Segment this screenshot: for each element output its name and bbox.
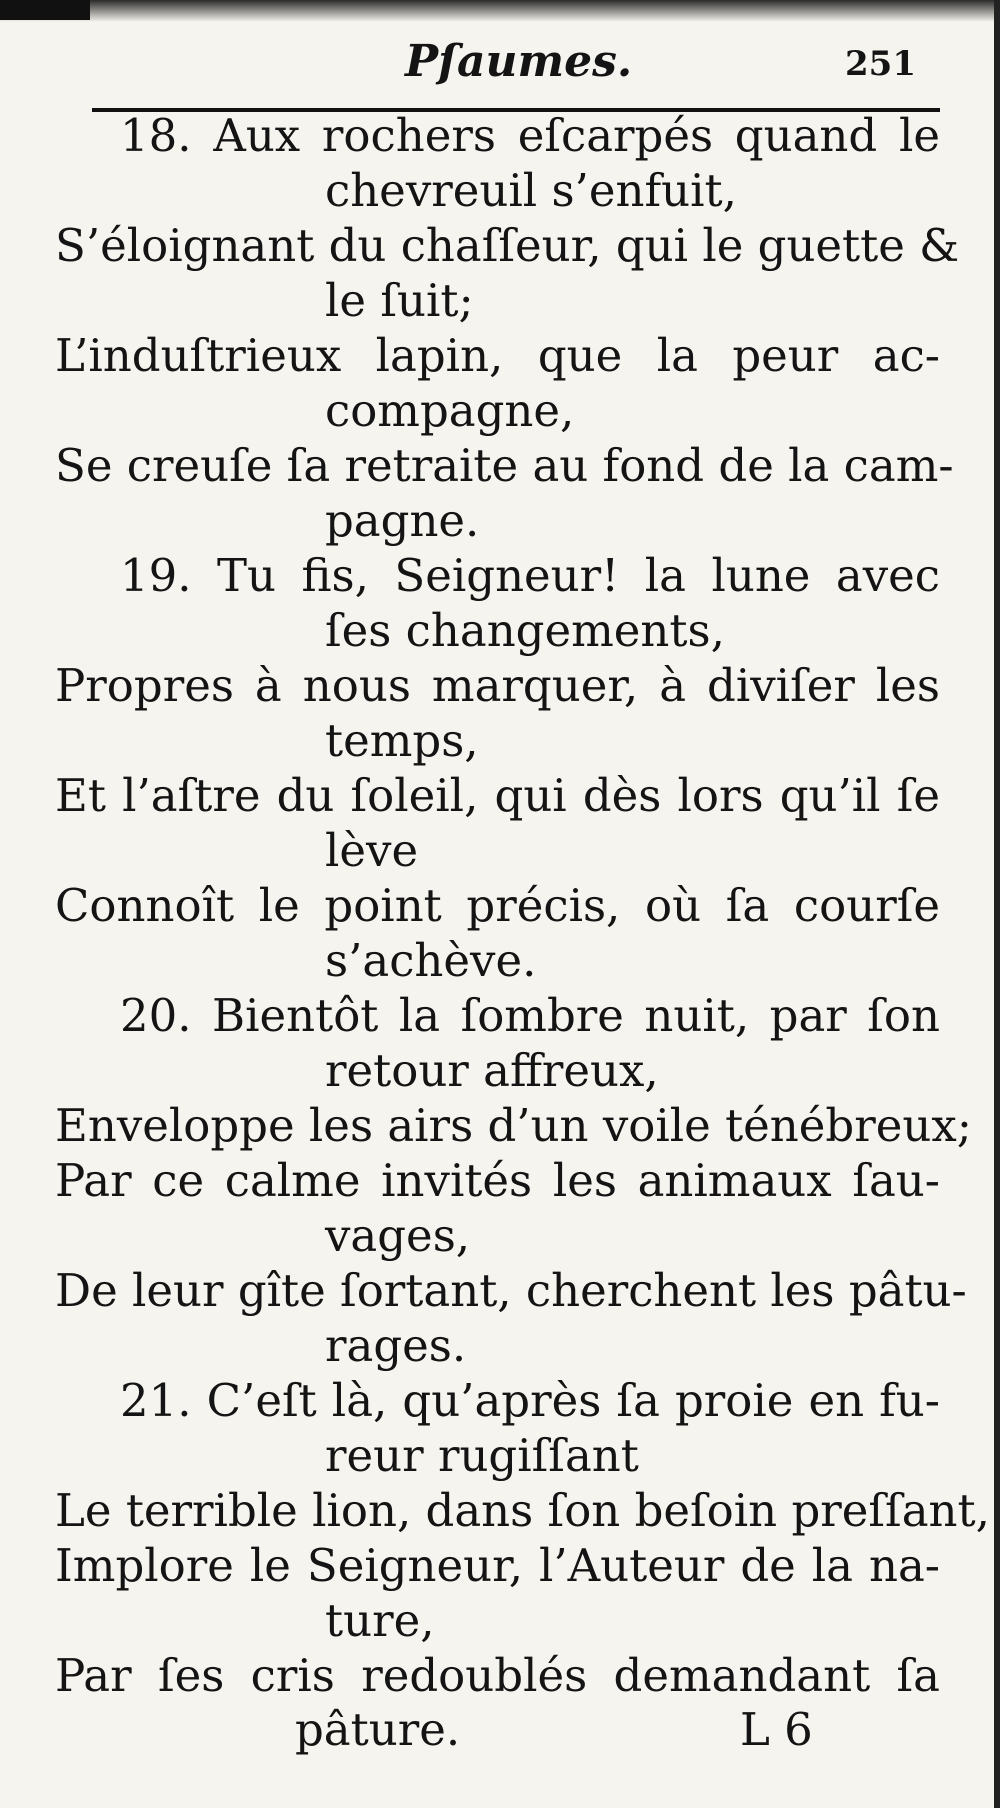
text-line: Se creuſe ſa retraite au fond de la cam- (55, 439, 954, 492)
right-page-edge (994, 0, 1000, 1808)
text-line: chevreuil s’enfuit, (325, 164, 737, 217)
text-line: 18. Aux rochers eſcarpés quand le (120, 109, 940, 162)
text-line: S’éloignant du chaſſeur, qui le guette & (55, 219, 960, 272)
text-line: De leur gîte ſortant, cherchent les pâtu- (55, 1264, 967, 1317)
text-line: Et l’aſtre du ſoleil, qui dès lors qu’il ſe (55, 769, 940, 822)
last-line-word: pâture. (295, 1703, 461, 1756)
text-line: compagne, (325, 384, 575, 437)
text-line: 19. Tu fis, Seigneur! la lune avec (120, 549, 940, 602)
text-line: ſes changements, (325, 604, 725, 657)
top-edge-shadow (0, 0, 1000, 22)
text-line: s’achève. (325, 934, 537, 987)
text-line: 21. C’eſt là, qu’après ſa proie en fu- (120, 1374, 940, 1427)
top-left-corner-mark (0, 0, 90, 20)
page-number: 251 (845, 44, 916, 84)
signature-mark: L 6 (740, 1703, 813, 1756)
text-line: temps, (325, 714, 479, 767)
text-line: Propres à nous marquer, à diviſer les (55, 659, 940, 712)
text-line: Connoît le point précis, où ſa courſe (55, 879, 940, 932)
text-line: Par ce calme invités les animaux ſau- (55, 1154, 940, 1207)
text-line: 20. Bientôt la ſombre nuit, par ſon (120, 989, 940, 1042)
text-line: reur rugiſſant (325, 1429, 639, 1482)
text-line: retour affreux, (325, 1044, 659, 1097)
text-line: rages. (325, 1319, 467, 1372)
text-line: Implore le Seigneur, l’Auteur de la na- (55, 1539, 940, 1592)
text-line: ture, (325, 1594, 435, 1647)
text-line: L’induſtrieux lapin, que la peur ac- (55, 329, 940, 382)
text-line: lève (325, 824, 419, 877)
text-line: le ſuit; (325, 274, 474, 327)
text-line: vages, (325, 1209, 471, 1262)
text-line: Enveloppe les airs d’un voile ténébreux; (55, 1099, 972, 1152)
running-head-title: Pſaumes. (405, 36, 633, 87)
text-line: Par ſes cris redoublés demandant ſa (55, 1649, 940, 1702)
text-line: Le terrible lion, dans ſon beſoin preſſant, (55, 1484, 990, 1537)
text-line: pagne. (325, 494, 480, 547)
